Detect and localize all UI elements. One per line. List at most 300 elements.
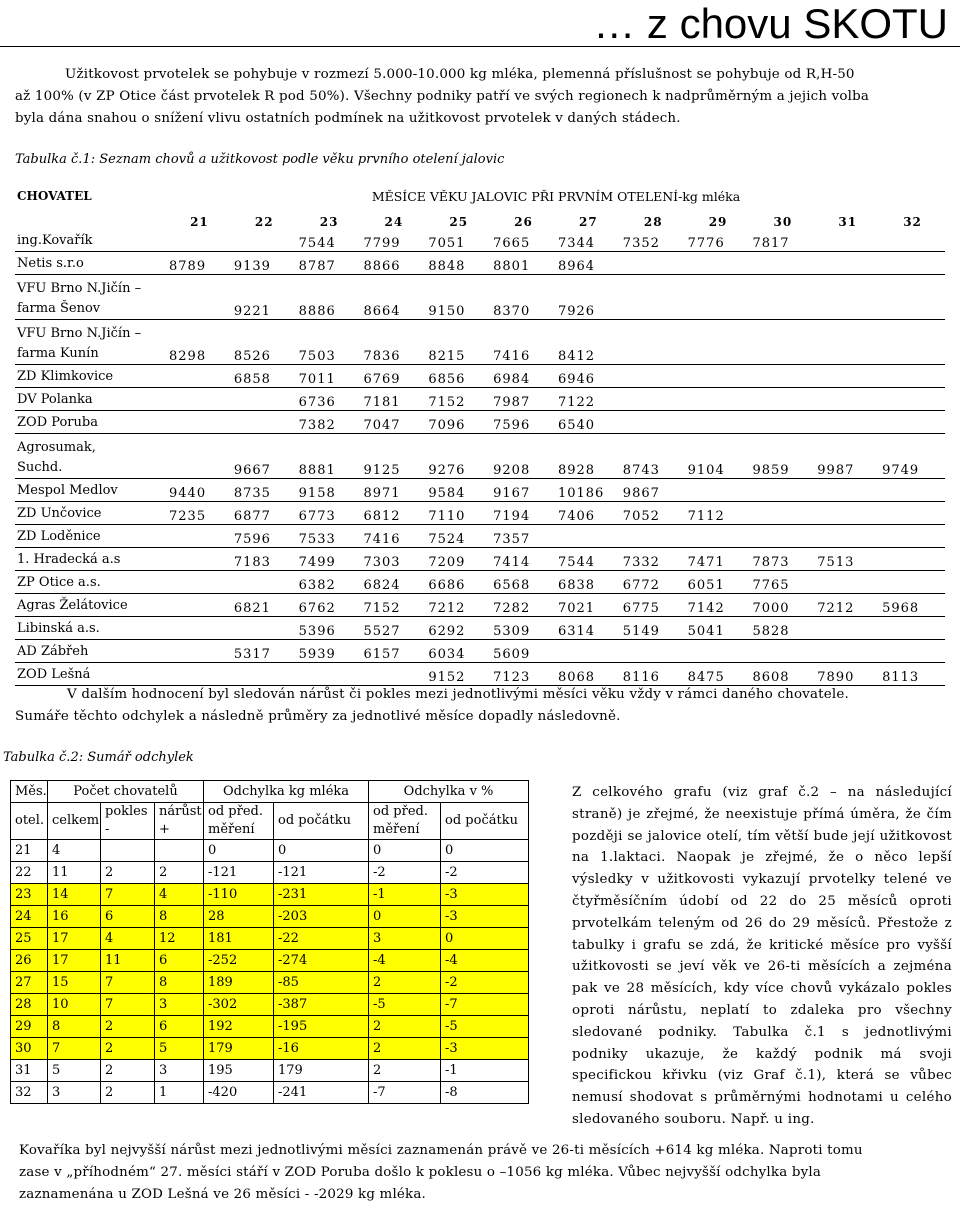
deviation-cell: -252	[204, 950, 274, 972]
table-row	[11, 1038, 529, 1060]
yield-cell: 8068	[556, 663, 621, 686]
yield-cell: 9987	[815, 434, 880, 479]
yield-cell	[880, 252, 945, 275]
deviation-cell: 24	[11, 906, 48, 928]
yield-cell	[750, 479, 815, 502]
deviation-cell: -2	[441, 862, 529, 884]
yield-cell	[686, 525, 751, 548]
breeder-name-line: Suchd.	[17, 460, 63, 475]
yield-cell	[880, 617, 945, 640]
table1-month-row	[15, 207, 945, 229]
deviation-cell: 195	[204, 1060, 274, 1082]
table2-subheader-row	[11, 803, 529, 840]
deviation-cell: 28	[11, 994, 48, 1016]
yield-cell: 7596	[491, 411, 556, 434]
yield-cell: 9167	[491, 479, 556, 502]
breeder-name	[15, 640, 167, 663]
table-row	[11, 1060, 529, 1082]
month-header: 25	[449, 215, 469, 229]
deviation-cell: 11	[101, 950, 155, 972]
yield-cell	[880, 229, 945, 252]
yield-cell	[880, 525, 945, 548]
yield-cell: 6051	[686, 571, 751, 594]
month-header: 22	[254, 215, 274, 229]
yield-cell: 8848	[426, 252, 491, 275]
table-row	[15, 252, 945, 275]
table-row	[15, 388, 945, 411]
yield-cell: 7303	[361, 548, 426, 571]
deviation-cell: 2	[369, 1060, 441, 1082]
yield-cell	[167, 663, 232, 686]
deviation-cell: -231	[274, 884, 369, 906]
table-row	[15, 525, 945, 548]
deviation-cell: 2	[101, 1082, 155, 1104]
deviation-cell: 30	[11, 1038, 48, 1060]
deviation-cell: 1	[155, 1082, 204, 1104]
deviation-cell: -195	[274, 1016, 369, 1038]
yield-cell: 8475	[686, 663, 751, 686]
yield-cell: 7112	[686, 502, 751, 525]
yield-cell	[750, 320, 815, 365]
yield-cell: 7776	[686, 229, 751, 252]
yield-cell: 6856	[426, 365, 491, 388]
breeder-name-line: VFU Brno N.Jičín –	[17, 326, 142, 341]
yield-cell	[686, 411, 751, 434]
yield-cell	[815, 229, 880, 252]
yield-cell	[750, 640, 815, 663]
deviation-cell: 17	[48, 928, 101, 950]
deviation-cell: 5	[48, 1060, 101, 1082]
page-title: … z chovu SKOTU	[593, 0, 948, 47]
table-row	[15, 275, 945, 320]
yield-cell: 9749	[880, 434, 945, 479]
yield-cell: 5396	[297, 617, 362, 640]
deviation-cell: 7	[48, 1038, 101, 1060]
yield-cell: 5317	[232, 640, 297, 663]
yield-cell: 6984	[491, 365, 556, 388]
yield-cell	[815, 411, 880, 434]
deviation-cell: -2	[441, 972, 529, 994]
deviation-cell: -2	[369, 862, 441, 884]
yield-cell: 5968	[880, 594, 945, 617]
yield-cell	[815, 571, 880, 594]
deviation-cell: 181	[204, 928, 274, 950]
yield-cell	[815, 617, 880, 640]
deviation-cell: 23	[11, 884, 48, 906]
yield-cell: 7000	[750, 594, 815, 617]
deviation-cell: 21	[11, 840, 48, 862]
yield-cell: 7836	[361, 320, 426, 365]
yield-cell: 7382	[297, 411, 362, 434]
yield-cell: 6772	[621, 571, 686, 594]
table-row	[11, 994, 529, 1016]
deviation-cell: 179	[204, 1038, 274, 1060]
deviation-cell: 0	[274, 840, 369, 862]
deviation-cell: 6	[155, 950, 204, 972]
yield-cell	[167, 525, 232, 548]
table-row	[15, 548, 945, 571]
deviation-cell: -3	[441, 906, 529, 928]
breeder-name-line: 1. Hradecká a.s	[17, 552, 121, 567]
yield-cell	[880, 411, 945, 434]
deviation-cell: 4	[48, 840, 101, 862]
yield-cell: 9139	[232, 252, 297, 275]
yield-cell: 8116	[621, 663, 686, 686]
yield-cell	[750, 502, 815, 525]
yield-cell	[556, 640, 621, 663]
deviation-cell: 4	[155, 884, 204, 906]
side-paragraph: Z celkového grafu (viz graf č.2 – na následující straně) je zřejmé, že neexistuje přímá úměra, že čím později se jalovice otelí, tím větší bude její užitkovost na 1.laktaci. Naopak je zřejmé, že o něco lepší výsledky v užitkovosti vykazují prvotelky telené ve čtyřměsíčním údobí od 22 do 25 měsíců oproti prvotelkám teleným od 26 do 29 měsíců. Přestože z tabulky i grafu se zdá, že kritické měsíce pro vyšší užitkovosti se jeví věk ve 26-ti měsících a zejména pak ve 28 měsících, kdy více chovů vykázalo pokles oproti nárůstu, neplatí to zdaleka pro všechny sledované podniky. Tabulka č.1 s jednotlivými podniky ukazuje, že každý podnik má svoji specifickou křivku (viz Graf č.1), která se vůbec nemusí shodovat s průměrnými hodnotami u celého sledovaného souboru. Např. u ing.	[572, 785, 952, 1127]
yield-cell	[815, 502, 880, 525]
deviation-cell: 22	[11, 862, 48, 884]
deviation-cell: 3	[155, 1060, 204, 1082]
table-row	[11, 906, 529, 928]
yield-cell	[167, 434, 232, 479]
deviation-cell: 8	[155, 972, 204, 994]
deviation-cell: -4	[441, 950, 529, 972]
table2-subheader: otel.	[11, 803, 48, 840]
month-header: 28	[643, 215, 663, 229]
yield-cell: 8789	[167, 252, 232, 275]
yield-cell: 7765	[750, 571, 815, 594]
deviation-cell: -1	[441, 1060, 529, 1082]
yield-cell: 6736	[297, 388, 362, 411]
yield-cell: 5527	[361, 617, 426, 640]
deviation-cell: 179	[274, 1060, 369, 1082]
yield-cell: 8113	[880, 663, 945, 686]
month-header: 29	[708, 215, 728, 229]
breeder-name-line: Netis s.r.o	[17, 256, 84, 271]
deviation-cell: 25	[11, 928, 48, 950]
intro-line: Užitkovost prvotelek se pohybuje v rozmezí 5.000-10.000 kg mléka, plemenná příslušnost se pohybuje od R,H-50	[65, 67, 855, 82]
yield-cell: 7665	[491, 229, 556, 252]
yield-cell: 7533	[297, 525, 362, 548]
table1-caption: Tabulka č.1: Seznam chovů a užitkovost podle věku prvního otelení jalovic	[15, 152, 505, 167]
deviation-cell: -5	[441, 1016, 529, 1038]
chovatel-header: CHOVATEL	[17, 189, 92, 203]
yield-cell	[815, 640, 880, 663]
table2-subheader: nárůst +	[155, 803, 204, 840]
yield-cell: 5609	[491, 640, 556, 663]
deviation-cell: -5	[369, 994, 441, 1016]
yield-cell	[880, 548, 945, 571]
table-row	[15, 502, 945, 525]
yield-cell: 7096	[426, 411, 491, 434]
deviation-cell: 3	[155, 994, 204, 1016]
yield-cell	[621, 411, 686, 434]
table2-subheader: pokles -	[101, 803, 155, 840]
yield-cell	[815, 252, 880, 275]
table-row	[15, 365, 945, 388]
yield-cell: 6382	[297, 571, 362, 594]
yield-cell: 7344	[556, 229, 621, 252]
deviation-cell: 15	[48, 972, 101, 994]
yield-cell: 6824	[361, 571, 426, 594]
deviation-summary-table	[10, 780, 529, 1104]
yield-cell: 8928	[556, 434, 621, 479]
yield-cell: 7873	[750, 548, 815, 571]
yield-cell: 6686	[426, 571, 491, 594]
yield-cell: 6773	[297, 502, 362, 525]
breeder-name-line: VFU Brno N.Jičín –	[17, 281, 142, 296]
yield-cell: 6821	[232, 594, 297, 617]
yield-cell: 7194	[491, 502, 556, 525]
deviation-cell: 16	[48, 906, 101, 928]
breeder-name-line: Mespol Medlov	[17, 483, 118, 498]
yield-cell: 7183	[232, 548, 297, 571]
yield-cell: 8370	[491, 275, 556, 320]
deviation-cell: 0	[441, 928, 529, 950]
deviation-cell: -8	[441, 1082, 529, 1104]
deviation-cell: -1	[369, 884, 441, 906]
yield-cell	[815, 388, 880, 411]
yield-cell: 8664	[361, 275, 426, 320]
deviation-cell: 2	[101, 1016, 155, 1038]
table2-group-header: Měs.	[11, 781, 48, 803]
yield-cell: 8608	[750, 663, 815, 686]
deviation-cell: -4	[369, 950, 441, 972]
yield-cell	[880, 502, 945, 525]
yield-cell: 9867	[621, 479, 686, 502]
yield-cell	[167, 229, 232, 252]
yield-cell: 7152	[426, 388, 491, 411]
table2-subheader: celkem	[48, 803, 101, 840]
breeder-name-line: ZD Unčovice	[17, 506, 102, 521]
yield-cell: 7212	[426, 594, 491, 617]
yield-cell: 6568	[491, 571, 556, 594]
yield-cell	[880, 571, 945, 594]
yield-cell	[686, 252, 751, 275]
yield-cell	[686, 275, 751, 320]
yield-cell	[880, 640, 945, 663]
yield-cell	[621, 320, 686, 365]
month-header: 26	[514, 215, 533, 229]
deviation-cell: 7	[101, 884, 155, 906]
yield-cell	[750, 525, 815, 548]
yield-cell: 7181	[361, 388, 426, 411]
yield-cell: 7352	[621, 229, 686, 252]
deviation-cell: 11	[48, 862, 101, 884]
deviation-cell: 3	[48, 1082, 101, 1104]
deviation-cell: 29	[11, 1016, 48, 1038]
yield-cell: 7357	[491, 525, 556, 548]
deviation-cell: -241	[274, 1082, 369, 1104]
yield-cell: 8964	[556, 252, 621, 275]
title-divider	[0, 46, 960, 47]
yield-cell: 6769	[361, 365, 426, 388]
table2-subheader: od před. měření	[369, 803, 441, 840]
deviation-cell: 26	[11, 950, 48, 972]
breeder-name	[15, 275, 167, 320]
table2-subheader: od před. měření	[204, 803, 274, 840]
yield-cell	[232, 388, 297, 411]
yield-cell	[167, 617, 232, 640]
table-row	[15, 411, 945, 434]
deviation-cell: 2	[101, 862, 155, 884]
yield-cell: 7282	[491, 594, 556, 617]
yield-cell: 7047	[361, 411, 426, 434]
deviation-cell: -22	[274, 928, 369, 950]
intro-line: byla dána snahou o snížení vlivu ostatních podmínek na užitkovost prvotelek v daných stádech.	[15, 110, 681, 126]
deviation-cell: 2	[369, 972, 441, 994]
yield-cell: 9221	[232, 275, 297, 320]
deviation-cell: -121	[274, 862, 369, 884]
bottom-paragraph	[19, 1140, 954, 1205]
month-header: 30	[773, 215, 793, 229]
deviation-cell: 0	[369, 906, 441, 928]
yield-cell	[686, 320, 751, 365]
yield-cell: 7212	[815, 594, 880, 617]
deviation-cell: -7	[441, 994, 529, 1016]
breeder-name-line: ZP Otice a.s.	[17, 575, 101, 590]
yield-cell: 9208	[491, 434, 556, 479]
breeder-name	[15, 252, 167, 275]
month-header: 24	[384, 215, 404, 229]
yield-cell: 8866	[361, 252, 426, 275]
yield-cell	[750, 388, 815, 411]
yield-cell: 6858	[232, 365, 297, 388]
yield-cell: 7152	[361, 594, 426, 617]
yield-cell	[750, 365, 815, 388]
deviation-cell: -420	[204, 1082, 274, 1104]
yield-cell	[750, 275, 815, 320]
table2-group-header: Odchylka v %	[369, 781, 529, 803]
yield-cell	[686, 365, 751, 388]
yield-cell	[621, 388, 686, 411]
deviation-cell: 2	[369, 1016, 441, 1038]
breeder-name-line: farma Kunín	[17, 346, 99, 361]
yield-cell	[556, 525, 621, 548]
table2-subheader: od počátku	[274, 803, 369, 840]
intro-paragraph	[15, 64, 950, 129]
deviation-cell: 32	[11, 1082, 48, 1104]
table-row	[11, 1016, 529, 1038]
deviation-cell: 5	[155, 1038, 204, 1060]
breeder-name	[15, 548, 167, 571]
table-row	[11, 928, 529, 950]
breeder-name-line: Agras Želátovice	[17, 598, 128, 613]
yield-cell	[621, 525, 686, 548]
deviation-cell: -3	[441, 884, 529, 906]
breeder-name	[15, 388, 167, 411]
table-row	[11, 884, 529, 906]
yield-cell: 9125	[361, 434, 426, 479]
table2-group-header: Odchylka kg mléka	[204, 781, 369, 803]
deviation-cell: 6	[101, 906, 155, 928]
yield-cell	[167, 640, 232, 663]
deviation-cell: 2	[101, 1038, 155, 1060]
yield-cell	[880, 365, 945, 388]
table-row	[15, 434, 945, 479]
deviation-cell: 28	[204, 906, 274, 928]
breeder-name	[15, 411, 167, 434]
deviation-cell: 0	[204, 840, 274, 862]
yield-cell: 7890	[815, 663, 880, 686]
yield-cell	[686, 479, 751, 502]
yield-cell	[167, 388, 232, 411]
breeder-name	[15, 229, 167, 252]
bottom-line: zase v „příhodném“ 27. měsíci stáří v ZOD Poruba došlo k poklesu o –1056 kg mléka. Vůbec nejvyšší odchylka byla	[19, 1164, 822, 1180]
yield-cell: 6157	[361, 640, 426, 663]
yield-cell: 9667	[232, 434, 297, 479]
table-row	[15, 571, 945, 594]
deviation-cell: -3	[441, 1038, 529, 1060]
yield-cell: 8801	[491, 252, 556, 275]
breeder-name-line: Agrosumak,	[17, 440, 96, 455]
deviation-cell: 7	[101, 994, 155, 1016]
deviation-cell	[155, 840, 204, 862]
intro-line: až 100% (v ZP Otice část prvotelek R pod 50%). Všechny podniky patří ve svých regionech k nadprůměrným a jejich volba	[15, 88, 870, 104]
breeder-name	[15, 434, 167, 479]
yield-cell: 9150	[426, 275, 491, 320]
yield-cell: 6775	[621, 594, 686, 617]
yield-cell: 8881	[297, 434, 362, 479]
yield-cell: 7544	[556, 548, 621, 571]
yield-cell: 7052	[621, 502, 686, 525]
table-row	[15, 320, 945, 365]
yield-cell: 8787	[297, 252, 362, 275]
deviation-cell: -121	[204, 862, 274, 884]
yield-cell	[232, 617, 297, 640]
yield-cell	[750, 252, 815, 275]
yield-cell	[232, 229, 297, 252]
deviation-cell: -203	[274, 906, 369, 928]
deviation-cell: 2	[369, 1038, 441, 1060]
breeder-name	[15, 571, 167, 594]
yield-cell: 8971	[361, 479, 426, 502]
yield-cell: 5041	[686, 617, 751, 640]
yield-cell	[167, 594, 232, 617]
yield-cell: 5828	[750, 617, 815, 640]
yield-cell	[167, 365, 232, 388]
table-row	[11, 972, 529, 994]
table-row	[11, 950, 529, 972]
breeder-name	[15, 365, 167, 388]
yield-cell	[880, 320, 945, 365]
breeder-name-line: DV Polanka	[17, 392, 93, 407]
yield-cell: 8298	[167, 320, 232, 365]
yield-cell	[361, 663, 426, 686]
yield-cell: 7503	[297, 320, 362, 365]
yield-cell: 8215	[426, 320, 491, 365]
yield-cell: 7122	[556, 388, 621, 411]
yield-cell: 7406	[556, 502, 621, 525]
deviation-cell: 3	[369, 928, 441, 950]
deviation-cell: 12	[155, 928, 204, 950]
yield-cell: 9158	[297, 479, 362, 502]
yield-cell	[297, 663, 362, 686]
deviation-cell: -387	[274, 994, 369, 1016]
yield-cell: 7513	[815, 548, 880, 571]
yield-cell: 9859	[750, 434, 815, 479]
breeder-name-line: Libinská a.s.	[17, 621, 100, 636]
breeder-name-line: ZD Klimkovice	[17, 369, 114, 384]
breeder-name-line: ZOD Poruba	[17, 415, 98, 430]
middle-line: V dalším hodnocení byl sledován nárůst či pokles mezi jednotlivými měsíci věku vždy v rámci daného chovatele.	[67, 687, 849, 702]
yield-cell	[815, 525, 880, 548]
yield-cell: 7416	[361, 525, 426, 548]
breeder-name-line: ZD Loděnice	[17, 529, 101, 544]
table2-group-header: Počet chovatelů	[48, 781, 204, 803]
yield-cell	[232, 411, 297, 434]
yield-cell: 7471	[686, 548, 751, 571]
yield-cell: 7524	[426, 525, 491, 548]
bottom-line: Kovaříka byl nejvyšší nárůst mezi jednotlivými měsíci zaznamenán právě ve 26-ti měsících +614 kg mléka. Naproti tomu	[19, 1143, 863, 1158]
yield-cell: 8412	[556, 320, 621, 365]
deviation-cell: -7	[369, 1082, 441, 1104]
middle-line: Sumáře těchto odchylek a následně průměry za jednotlivé měsíce dopadly následovně.	[15, 708, 621, 724]
breeder-name-line: AD Zábřeh	[17, 644, 89, 659]
